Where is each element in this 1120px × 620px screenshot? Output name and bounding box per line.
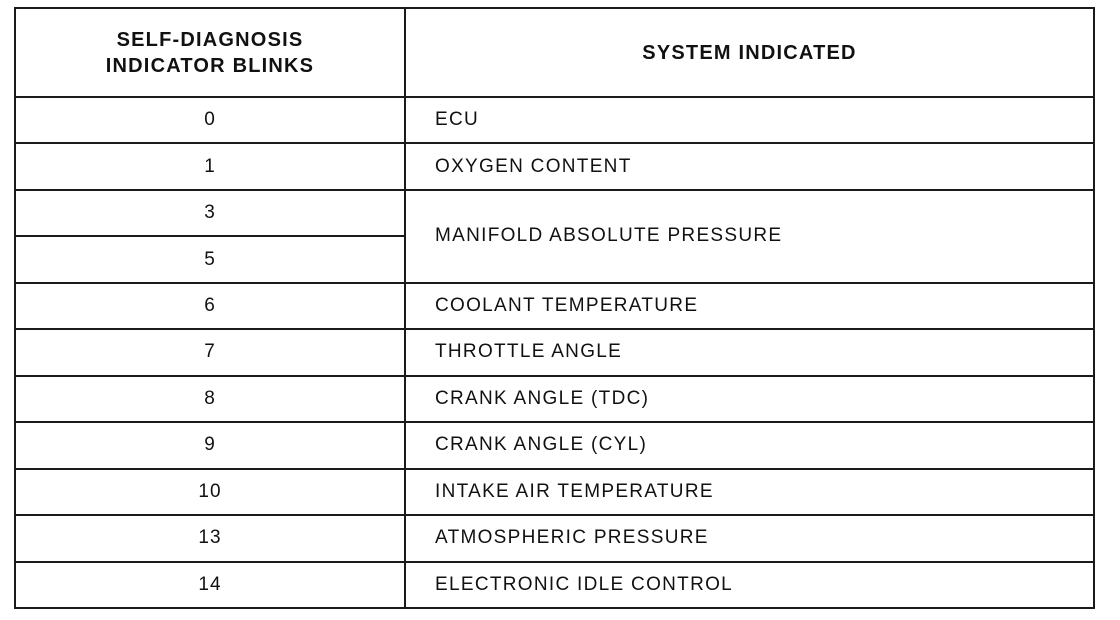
row-system: CRANK ANGLE (CYL) — [405, 422, 1094, 468]
row-code: 5 — [15, 236, 405, 282]
row-system: THROTTLE ANGLE — [405, 329, 1094, 375]
header-system-indicated: SYSTEM INDICATED — [405, 8, 1094, 97]
table-row — [15, 329, 1094, 375]
row-system: ATMOSPHERIC PRESSURE — [405, 515, 1094, 561]
table-row — [15, 515, 1094, 561]
table-row — [15, 562, 1094, 608]
table-row — [15, 469, 1094, 515]
row-code: 7 — [15, 329, 405, 375]
row-system: CRANK ANGLE (TDC) — [405, 376, 1094, 422]
self-diagnosis-table — [14, 7, 1095, 609]
row-code: 8 — [15, 376, 405, 422]
header-indicator-blinks — [15, 8, 405, 97]
header-indicator-blinks-line2: INDICATOR BLINKS — [105, 54, 315, 77]
row-system-merged: MANIFOLD ABSOLUTE PRESSURE — [405, 190, 1094, 283]
row-system: ECU — [405, 97, 1094, 143]
table-row — [15, 190, 1094, 236]
table-header-row — [15, 8, 1094, 97]
header-indicator-blinks-line1: SELF-DIAGNOSIS — [116, 28, 304, 51]
table-row — [15, 283, 1094, 329]
row-code: 9 — [15, 422, 405, 468]
row-system: INTAKE AIR TEMPERATURE — [405, 469, 1094, 515]
row-system: OXYGEN CONTENT — [405, 143, 1094, 189]
row-code: 14 — [15, 562, 405, 608]
row-code: 10 — [15, 469, 405, 515]
row-system: COOLANT TEMPERATURE — [405, 283, 1094, 329]
row-system: ELECTRONIC IDLE CONTROL — [405, 562, 1094, 608]
table-row — [15, 422, 1094, 468]
row-code: 0 — [15, 97, 405, 143]
row-code: 13 — [15, 515, 405, 561]
row-code: 3 — [15, 190, 405, 236]
table-row — [15, 376, 1094, 422]
row-code: 1 — [15, 143, 405, 189]
table-row — [15, 143, 1094, 189]
table-row — [15, 97, 1094, 143]
row-code: 6 — [15, 283, 405, 329]
